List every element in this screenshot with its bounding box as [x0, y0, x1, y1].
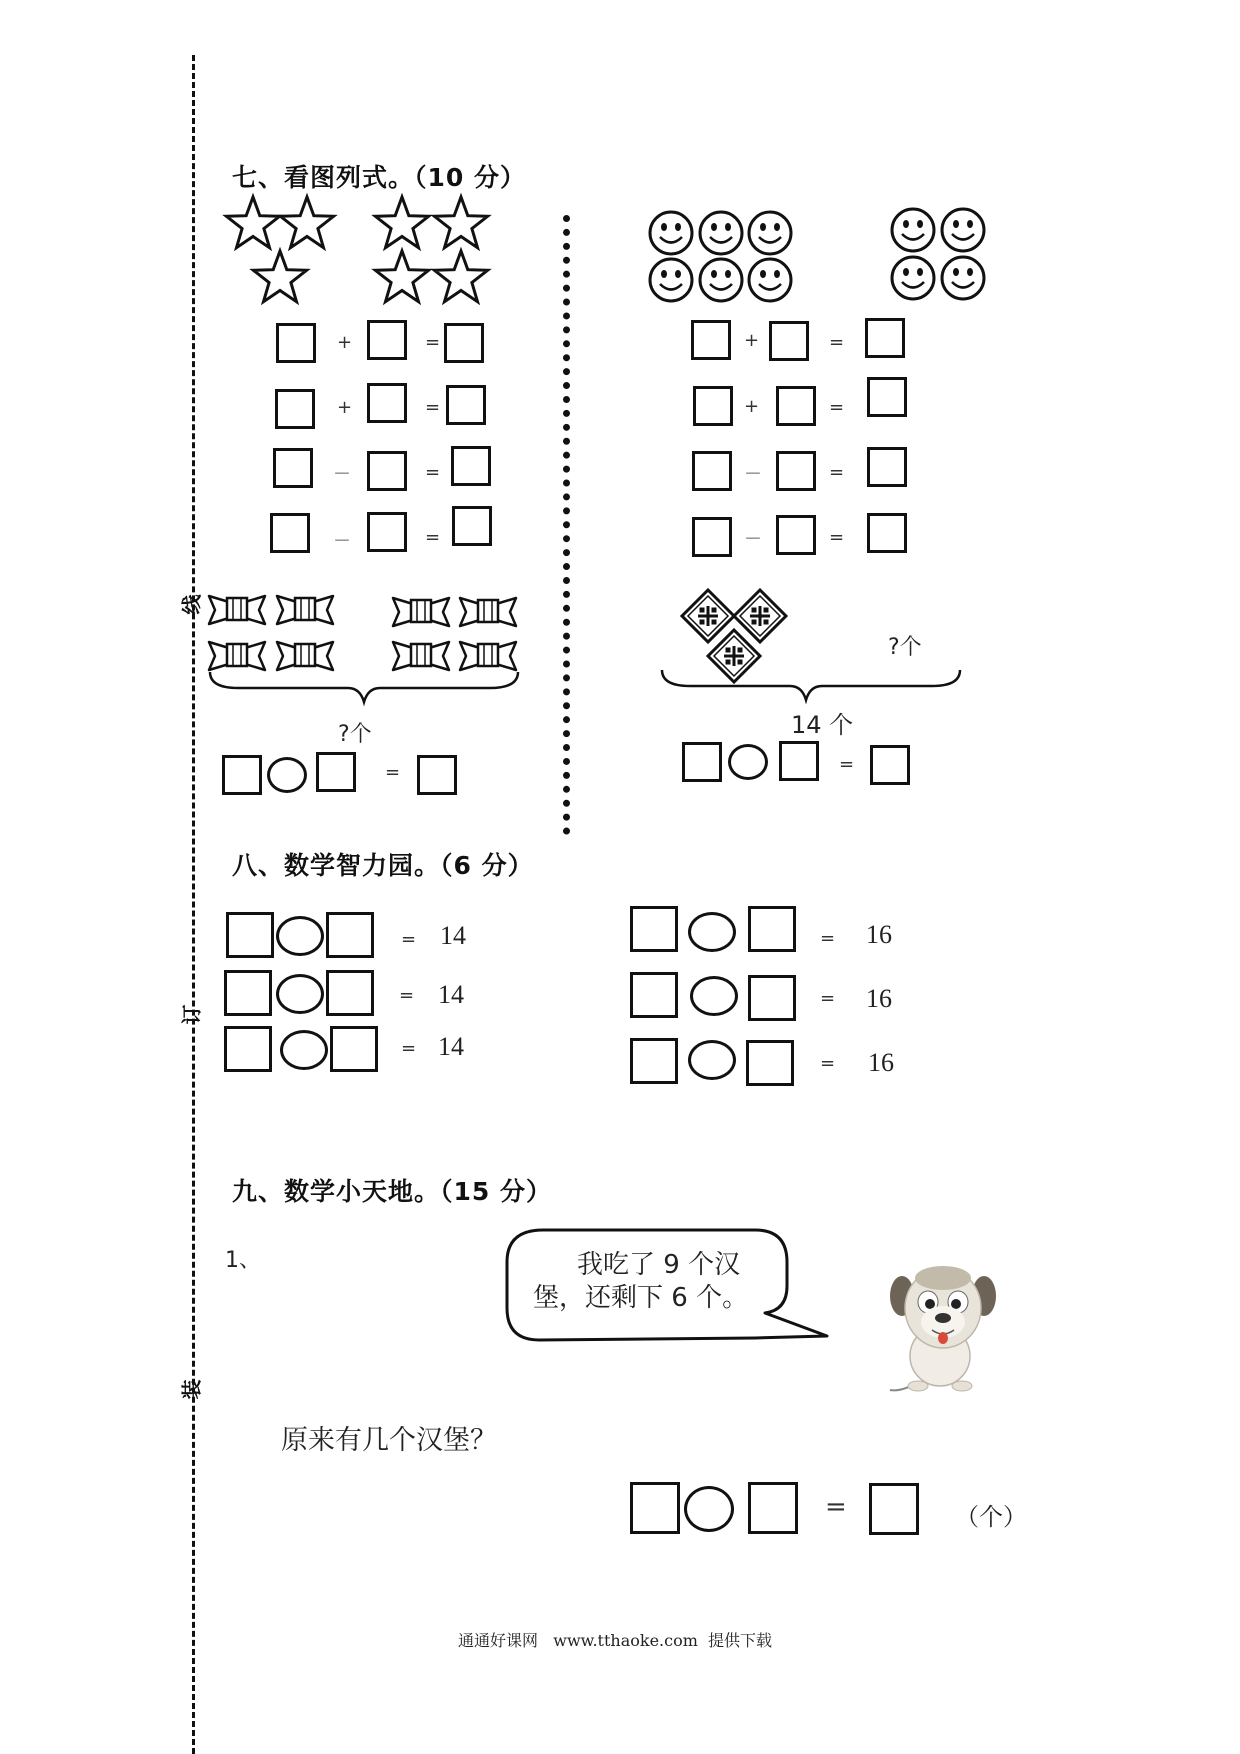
result-number: 16: [868, 1048, 894, 1077]
plus-sign: +: [744, 330, 760, 351]
minus-sign: －: [744, 464, 762, 485]
operator-circle[interactable]: [688, 1040, 736, 1080]
right-question-label: ?个: [888, 635, 922, 660]
operator-circle[interactable]: [267, 757, 307, 793]
answer-box[interactable]: [630, 906, 678, 952]
result-number: 14: [438, 1032, 464, 1061]
left-question-label: ?个: [338, 722, 372, 747]
smiley-face-icon: [650, 259, 692, 301]
plus-sign: +: [744, 396, 760, 417]
equals-sign: =: [425, 527, 441, 548]
minus-sign: －: [333, 464, 351, 485]
answer-box[interactable]: [326, 970, 374, 1016]
binding-margin-line: [192, 55, 195, 1754]
operator-circle[interactable]: [728, 744, 768, 780]
bow-icon: [209, 596, 265, 624]
result-number: 16: [866, 984, 892, 1013]
bow-icon: [393, 642, 449, 670]
unit-label: （个）: [955, 1503, 1027, 1531]
answer-box[interactable]: [273, 448, 313, 488]
answer-box[interactable]: [367, 512, 407, 552]
equals-sign: =: [385, 762, 401, 783]
diamond-pattern-icon: [682, 590, 734, 642]
equals-sign: =: [401, 1038, 417, 1059]
answer-box[interactable]: [630, 1482, 680, 1534]
diamonds-group: [0, 0, 1, 1]
smiley-face-icon: [650, 212, 692, 254]
answer-box[interactable]: [326, 912, 374, 958]
margin-label-order: 订: [179, 1004, 204, 1025]
answer-box[interactable]: [276, 323, 316, 363]
smiley-face-icon: [749, 259, 791, 301]
minus-sign: －: [333, 531, 351, 552]
equals-sign: =: [829, 462, 845, 483]
answer-box[interactable]: [367, 451, 407, 491]
smiley-face-icon: [942, 257, 984, 299]
bow-icon: [460, 598, 516, 626]
answer-box[interactable]: [275, 389, 315, 429]
answer-box[interactable]: [867, 447, 907, 487]
answer-box[interactable]: [446, 385, 486, 425]
question-text: 原来有几个汉堡？: [281, 1425, 497, 1456]
answer-box[interactable]: [870, 745, 910, 785]
operator-circle[interactable]: [276, 916, 324, 956]
equals-sign: =: [425, 397, 441, 418]
star-icon: [253, 251, 306, 302]
brace-right: [660, 668, 980, 708]
bow-icon: [277, 642, 333, 670]
star-icon: [226, 197, 279, 248]
answer-box[interactable]: [330, 1026, 378, 1072]
answer-box[interactable]: [224, 970, 272, 1016]
plus-sign: +: [337, 397, 353, 418]
operator-circle[interactable]: [688, 912, 736, 952]
equals-sign: =: [829, 397, 845, 418]
equals-sign: =: [839, 754, 855, 775]
speech-line-2: 堡，还剩下 6 个。: [533, 1283, 749, 1313]
brace-left: [208, 670, 528, 710]
answer-box[interactable]: [692, 517, 732, 557]
answer-box[interactable]: [779, 741, 819, 781]
equals-sign: =: [820, 988, 836, 1009]
equals-sign: =: [825, 1492, 847, 1522]
result-number: 16: [866, 920, 892, 949]
diamond-pattern-icon: [734, 590, 786, 642]
plus-sign: +: [337, 332, 353, 353]
smiley-face-icon: [892, 209, 934, 251]
answer-box[interactable]: [451, 446, 491, 486]
answer-box[interactable]: [776, 386, 816, 426]
answer-box[interactable]: [746, 1040, 794, 1086]
footer-text: 通通好课网 www.tthaoke.com 提供下载: [458, 1631, 773, 1650]
answer-box[interactable]: [748, 1482, 798, 1534]
result-number: 14: [440, 921, 466, 950]
smiley-face-icon: [749, 212, 791, 254]
star-icon: [375, 197, 428, 248]
answer-box[interactable]: [630, 1038, 678, 1084]
equals-sign: =: [399, 985, 415, 1006]
answer-box[interactable]: [417, 755, 457, 795]
answer-box[interactable]: [692, 451, 732, 491]
answer-box[interactable]: [270, 513, 310, 553]
answer-box[interactable]: [367, 383, 407, 423]
answer-box[interactable]: [693, 386, 733, 426]
answer-box[interactable]: [444, 323, 484, 363]
section-8-title: 八、数学智力园。（6 分）: [232, 851, 534, 880]
answer-box[interactable]: [367, 320, 407, 360]
smiley-face-icon: [700, 259, 742, 301]
right-total-label: 14 个: [791, 711, 854, 739]
operator-circle[interactable]: [690, 976, 738, 1016]
equals-sign: =: [401, 929, 417, 950]
column-divider: [563, 215, 570, 835]
answer-box[interactable]: [224, 1026, 272, 1072]
answer-box[interactable]: [682, 742, 722, 782]
operator-circle[interactable]: [276, 974, 324, 1014]
smiley-face-icon: [892, 257, 934, 299]
equals-sign: =: [820, 1053, 836, 1074]
section-7-title: 七、看图列式。（10 分）: [232, 163, 526, 192]
margin-label-bind: 装: [179, 1379, 204, 1400]
equals-sign: =: [820, 928, 836, 949]
answer-box[interactable]: [776, 515, 816, 555]
minus-sign: －: [744, 529, 762, 550]
equals-sign: =: [425, 462, 441, 483]
puppy-cartoon-icon: [888, 1264, 998, 1394]
bow-icon: [277, 596, 333, 624]
answer-box[interactable]: [226, 912, 274, 958]
star-icon: [375, 251, 428, 302]
margin-label-line: 线: [179, 594, 204, 615]
bow-icon: [393, 598, 449, 626]
section-9-title: 九、数学小天地。（15 分）: [232, 1177, 552, 1206]
result-number: 14: [438, 980, 464, 1009]
answer-box[interactable]: [776, 451, 816, 491]
bow-icon: [209, 642, 265, 670]
smiley-face-icon: [700, 212, 742, 254]
answer-box[interactable]: [769, 321, 809, 361]
star-icon: [434, 251, 487, 302]
answer-box[interactable]: [748, 906, 796, 952]
answer-box[interactable]: [222, 755, 262, 795]
answer-box[interactable]: [867, 377, 907, 417]
operator-circle[interactable]: [280, 1030, 328, 1070]
speech-line-1: 我吃了 9 个汉: [577, 1250, 741, 1280]
equals-sign: =: [425, 332, 441, 353]
star-icon: [280, 197, 333, 248]
answer-box[interactable]: [869, 1483, 919, 1535]
answer-box[interactable]: [316, 752, 356, 792]
answer-box[interactable]: [691, 320, 731, 360]
equals-sign: =: [829, 332, 845, 353]
answer-box[interactable]: [630, 972, 678, 1018]
answer-box[interactable]: [867, 513, 907, 553]
operator-circle[interactable]: [684, 1486, 734, 1532]
item-number: 1、: [225, 1248, 261, 1273]
answer-box[interactable]: [748, 975, 796, 1021]
star-icon: [434, 197, 487, 248]
bow-icon: [460, 642, 516, 670]
answer-box[interactable]: [452, 506, 492, 546]
answer-box[interactable]: [865, 318, 905, 358]
equals-sign: =: [829, 527, 845, 548]
smiley-face-icon: [942, 209, 984, 251]
